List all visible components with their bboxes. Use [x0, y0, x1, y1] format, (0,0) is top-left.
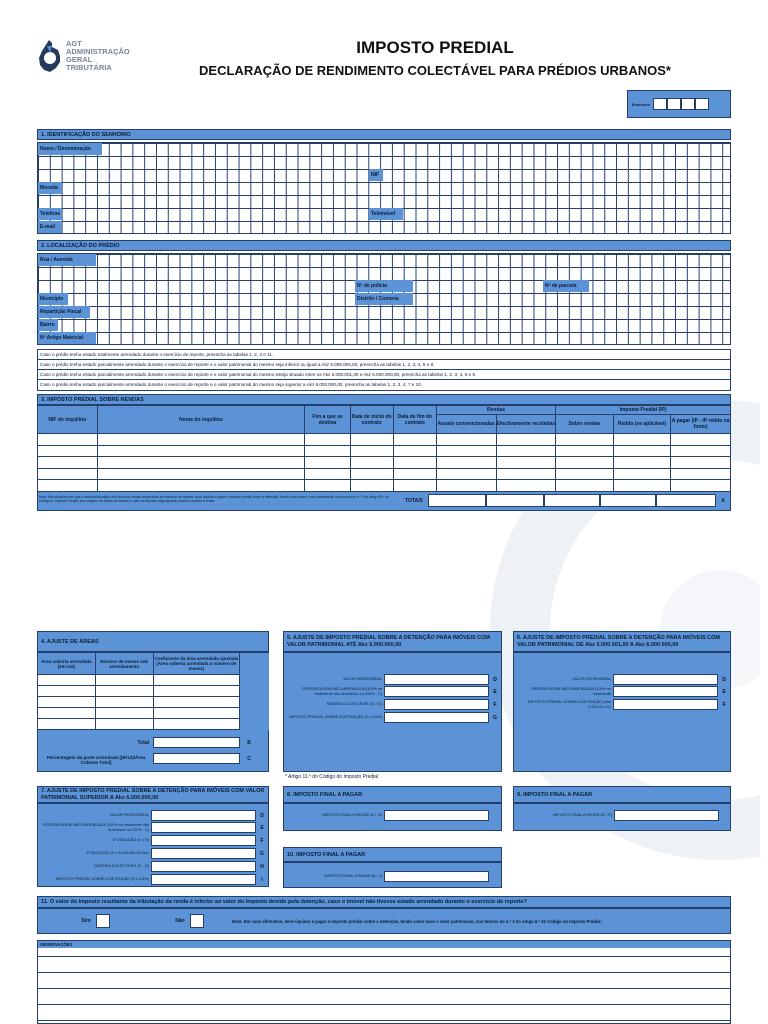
calc-input[interactable] [151, 810, 256, 821]
percent-c-input[interactable] [153, 753, 240, 764]
section6-panel [513, 652, 731, 772]
calc-input[interactable] [384, 686, 489, 697]
section5-title: 5. AJUSTE DE IMPOSTO PREDIAL SOBRE A DETENÇÃO PARA IMÓVEIS COM VALOR PATRIMONIAL ATÉ Akz 5.000.000,00 [283, 631, 502, 652]
nao-checkbox[interactable] [190, 914, 204, 928]
page-subtitle: DECLARAÇÃO DE RENDIMENTO COLECTÁVEL PARA PRÉDIOS URBANOS* [199, 63, 671, 78]
calc-label: IMPOSTO PREDIAL SOBRE A DETENÇÃO (Akz 5.000,00 x E) [528, 700, 611, 709]
calc-code: E [722, 688, 726, 695]
calc-label: VALOR PATRIMONIAL [572, 677, 611, 682]
calc-code: D [493, 676, 497, 683]
table-row[interactable] [38, 708, 269, 719]
calc-input[interactable] [151, 835, 256, 846]
sim-checkbox[interactable] [96, 914, 110, 928]
totais-cell[interactable] [656, 494, 716, 507]
imposto-final-input[interactable] [384, 810, 489, 821]
exercicio-panel [627, 90, 731, 118]
calc-label: PERCENTAGEM NÃO ARRENDADA (100% se totalmente [531, 687, 611, 696]
agt-logo [36, 36, 156, 80]
calc-input[interactable] [151, 874, 256, 885]
calc-label: IMPOSTO FINAL A PAGAR (A + I) [324, 874, 382, 879]
nif-label: NIF [369, 169, 383, 181]
totais-cell[interactable] [600, 494, 656, 507]
section10-title: 10. IMPOSTO FINAL A PAGAR [283, 847, 502, 862]
calc-input[interactable] [151, 861, 256, 872]
exercicio-input[interactable] [695, 98, 709, 110]
observacoes-box[interactable] [37, 940, 731, 1024]
calc-label: IMPOSTO FINAL A PAGAR (A + F) [553, 813, 612, 818]
col-recebidas: Efectivamente recebidas [496, 415, 556, 434]
calc-input[interactable] [613, 674, 718, 685]
section7-panel [37, 803, 269, 887]
section6-title: 6. AJUSTE DE IMPOSTO PREDIAL SOBRE A DETENÇÃO PARA IMÓVEIS COM VALOR PATRIMONIAL DE Akz 5.000.001,00 A Akz 6.000.000,00 [513, 631, 731, 652]
section3-note: Nota: Nas situações em que o senhorio/locatário não tenha as rendas respectivas ao exercício de reporte, deve liquidar e pagar o imposto predial sobre a detenção, tendo como base o valor patrimonial, nos termos do n.º 3 do artigo 35.º do Código do Imposto Predial, sem prejuízo do direito de deduzir o valor do imposto pago quando venha a receber a renda. [39, 495, 389, 504]
table-row[interactable] [38, 434, 731, 446]
calc-label: IMPOSTO PREDIAL SOBRE A DETENÇÃO (F x 0,5%) [289, 715, 382, 720]
gear-logo-icon [36, 38, 62, 76]
section10-panel [283, 862, 502, 888]
calc-code: F [722, 701, 726, 708]
instruction-line: Caso o prédio tenha estado totalmente arrendado durante o exercício de reporte, preencha as tabelas 1, 2, 3 e 11. [38, 350, 730, 360]
section8-panel [283, 803, 502, 831]
calc-code: H [260, 863, 264, 870]
calc-code: E [493, 688, 497, 695]
email-label: E-mail [38, 221, 62, 233]
col-nif: NIF do inquilino [38, 406, 98, 434]
logo-line: AGT [66, 39, 82, 48]
section7-title: 7. AJUSTE DE IMPOSTO PREDIAL SOBRE A DETENÇÃO PARA IMÓVEIS COM VALOR PATRIMONIAL SUPERIOR A Akz 6.000.000,00 [37, 786, 269, 803]
calc-label: VALOR PATRIMONIAL [110, 813, 149, 818]
nome-label: Nome / Denominação [38, 143, 102, 155]
distrito-label: Distrito / Comuna [355, 293, 413, 305]
totais-cell[interactable] [544, 494, 600, 507]
totais-label: TOTAIS [405, 498, 423, 504]
calc-input[interactable] [384, 712, 489, 723]
telemovel-label: Telemóvel [369, 208, 403, 220]
rua-label: Rua / Avenida [38, 254, 96, 266]
exercicio-input[interactable] [667, 98, 681, 110]
section11-panel [37, 908, 731, 934]
section1-grid[interactable] [37, 142, 731, 234]
col-sobre-rendas: Sobre rendas [556, 415, 614, 434]
instructions-box [37, 349, 731, 391]
logo-line: TRIBUTÁRIA [66, 63, 112, 72]
section1-title: 1. IDENTIFICAÇÃO DO SENHORIO [37, 129, 731, 140]
totais-cell[interactable] [486, 494, 544, 507]
calc-label: PERCENTAGEM NÃO ARRENDADA (100% se totalmente não arrendado ou 100% - C) [302, 687, 382, 696]
table-row[interactable] [38, 480, 731, 492]
table-row[interactable] [38, 719, 269, 730]
section8-title: 8. IMPOSTO FINAL A PAGAR [283, 786, 502, 803]
calc-label: PERCENTAGEM NÃO ARRENDADA (100% se totalmente não arrendado ou 100% - C) [42, 823, 149, 832]
section5-footnote: * Artigo 11.º do Código do Imposto Predial [285, 774, 379, 780]
total-label: Total [137, 739, 149, 746]
imposto-final-input[interactable] [614, 810, 719, 821]
table-row[interactable] [38, 675, 269, 686]
exercicio-label: Exercício [632, 101, 650, 107]
section11-note: Nota: Em caso afirmativo, deve liquidar e pagar o imposto predial sobre a detenção, tendo como base o valor patrimonial, nos termos do n.º 3 do artigo 6.º do Código do Imposto Predial. [232, 918, 602, 924]
areas-table [37, 652, 269, 730]
section11-title: 11. O valor do imposto resultante da tributação da renda é inferior ao valor do imposto devido pela detenção, caso o imóvel não tivesse estado arrendado durante o exercício de reporte? [37, 896, 731, 908]
col-coeficiente: Coeficiente da área arrendada ajustada (Área coberta arrendada x número de meses) [153, 653, 240, 675]
calc-label: MATÉRIA COLECTÁVEL (F - G) [94, 864, 149, 869]
artigo-label: Nº Artigo Matricial [38, 332, 96, 344]
calc-label: IMPOSTO FINAL A PAGAR (A + G) [322, 813, 382, 818]
calc-input[interactable] [151, 822, 256, 833]
code-b: B [247, 739, 251, 746]
calc-input[interactable] [151, 848, 256, 859]
percent-label: Percentagem da parte arrendada [(B/12)/Área Coberta Total] [46, 755, 146, 765]
rendas-table [37, 405, 731, 492]
instruction-line: Caso o prédio tenha estado parcialmente arrendado durante o exercício de reporte e o valor patrimonial do mesmo seja inferior ou igual a Akz 5.000.000,00, preencha as tabelas 1, 2, 3, 4, 5 e 8. [38, 360, 730, 370]
col-nome: Nome do inquilino [97, 406, 305, 434]
calc-code: I [261, 876, 263, 883]
bairro-label: Bairro [38, 319, 58, 331]
calc-code: F [260, 837, 264, 844]
table-row[interactable] [38, 457, 731, 469]
calc-code: D [722, 676, 726, 683]
col-area: Área coberta arrendada (em m2) [38, 653, 96, 675]
calc-code: G [260, 850, 264, 857]
col-meses: Número de meses sob arrendamento [95, 653, 153, 675]
calc-label: 1ª DEDUÇÃO (D x E) [112, 838, 149, 843]
calc-code: G [493, 714, 497, 721]
parcela-label: Nº de parcela [543, 280, 589, 292]
calc-code: D [260, 812, 264, 819]
municipio-label: Município [38, 293, 68, 305]
calc-input[interactable] [613, 699, 718, 710]
calc-input[interactable] [613, 686, 718, 697]
col-anuais: Anuais convencionadas [436, 415, 496, 434]
calc-label: IMPOSTO PREDIAL SOBRE A DETENÇÃO (H x 0,5%) [55, 877, 149, 882]
col-fim: Fim a que se destina [305, 406, 350, 434]
page-title: IMPOSTO PREDIAL [356, 38, 514, 57]
calc-label: MATÉRIA COLECTÁVEL (D x E) [326, 702, 382, 707]
morada-label: Morada [38, 182, 62, 194]
telefone-label: Telefone [38, 208, 62, 220]
group-rendas: Rendas [436, 406, 555, 415]
calc-code: E [260, 824, 264, 831]
table-row[interactable] [38, 445, 731, 457]
col-inicio: Data de início do contrato [350, 406, 393, 434]
section9-panel [513, 803, 731, 831]
instruction-line: Caso o prédio tenha estado parcialmente arrendado durante o exercício de reporte e o valor patrimonial do mesmo esteja situado entre os Akz 5.000.001,00 e Akz 6.000.000,00, preencha as tabelas 1, 2, 3, 4, 6 e 9. [38, 370, 730, 380]
sim-label: Sim [81, 918, 91, 924]
instruction-line: Caso o prédio tenha estado parcialmente arrendado durante o exercício de reporte e o valor patrimonial do mesmo seja superior a Akz 6.000.000,00, preencha as tabelas 1, 2, 3, 4, 7 e 10. [40, 382, 423, 387]
logo-line: GERAL [66, 55, 93, 64]
calc-label: VALOR PATRIMONIAL [343, 677, 382, 682]
imposto-final-input[interactable] [384, 871, 489, 882]
policia-label: Nº de polícia [355, 280, 413, 292]
totais-cell[interactable] [428, 494, 486, 507]
logo-line: ADMINISTRAÇÃO [66, 47, 130, 56]
exercicio-input[interactable] [681, 98, 695, 110]
section5-panel [283, 652, 502, 772]
group-ip: Imposto Predial (IP) [556, 406, 731, 415]
observacoes-label: OBSERVAÇÕES [38, 941, 730, 948]
col-a-pagar: A pagar (IP - IP retido na fonte) [671, 415, 731, 434]
calc-input[interactable] [384, 699, 489, 710]
calc-input[interactable] [384, 674, 489, 685]
calc-code: F [493, 701, 497, 708]
section3-title: 3. IMPOSTO PREDIAL SOBRE RENDAS [37, 394, 731, 405]
calc-label: 2ª DEDUÇÃO (F x 5.000.000,00 Akz) [86, 851, 149, 856]
section9-title: 9. IMPOSTO FINAL A PAGAR [513, 786, 731, 803]
table-row[interactable] [38, 468, 731, 480]
table-row[interactable] [38, 686, 269, 697]
col-retido: Retido (se aplicável) [613, 415, 671, 434]
col-fim-contrato: Data de fim do contrato [393, 406, 436, 434]
section2-title: 2. LOCALIZAÇÃO DO PRÉDIO [37, 240, 731, 251]
exercicio-input[interactable] [653, 98, 667, 110]
code-c: C [247, 755, 251, 762]
reparticao-label: Repartição Fiscal [38, 306, 90, 318]
nao-label: Não [175, 918, 185, 924]
code-a: A [721, 497, 725, 504]
table-row[interactable] [38, 697, 269, 708]
total-b-input[interactable] [153, 737, 240, 748]
section4-title: 4. AJUSTE DE ÁREAS [37, 631, 269, 652]
